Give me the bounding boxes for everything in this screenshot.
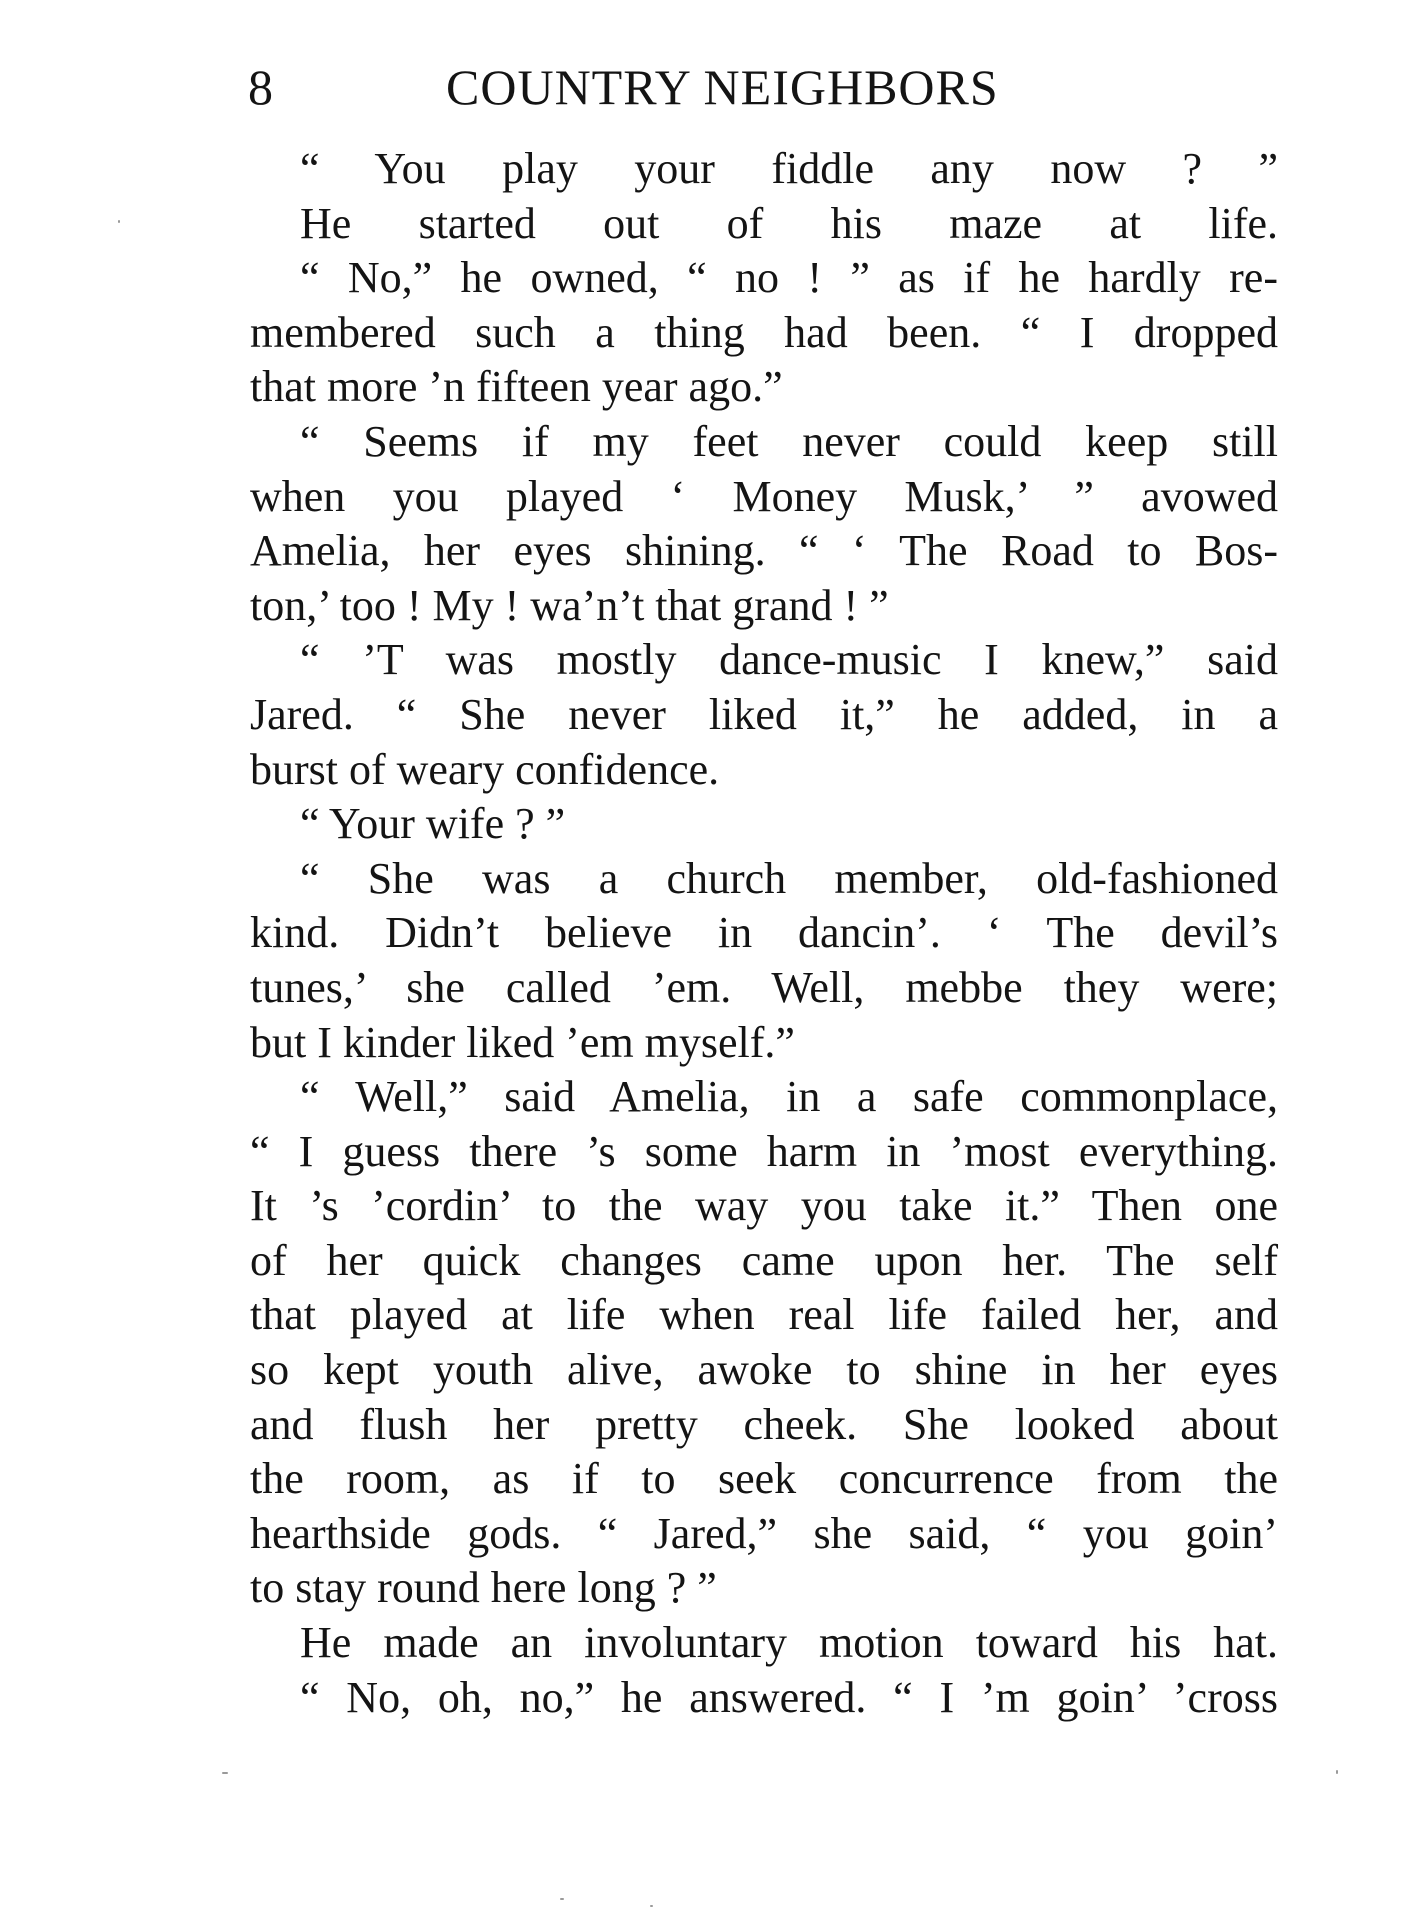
scan-speck bbox=[222, 1772, 228, 1774]
text-line: He started out of his maze at life. bbox=[300, 198, 1278, 248]
text-line: so kept youth alive, awoke to shine in her eyes bbox=[250, 1345, 1278, 1395]
text-line: Amelia, her eyes shining. “ ‘ The Road to Bos- bbox=[250, 526, 1278, 576]
text-line: and flush her pretty cheek. She looked about bbox=[250, 1399, 1278, 1449]
text-line: that more ’n fifteen year ago.” bbox=[250, 362, 783, 412]
text-line: “ Seems if my feet never could keep still bbox=[300, 416, 1278, 466]
scan-speck bbox=[560, 1898, 564, 1900]
text-line: membered such a thing had been. “ I dropped bbox=[250, 307, 1278, 357]
text-line: “ No, oh, no,” he answered. “ I ’m goin’ ’cross bbox=[300, 1672, 1278, 1722]
text-line: the room, as if to seek concurrence from the bbox=[250, 1454, 1278, 1504]
text-line: Jared. “ She never liked it,” he added, in a bbox=[250, 689, 1278, 739]
scan-speck bbox=[650, 1905, 653, 1907]
text-line: hearthside gods. “ Jared,” she said, “ you goin’ bbox=[250, 1508, 1278, 1558]
text-line: “ I guess there ’s some harm in ’most everything. bbox=[250, 1126, 1278, 1176]
text-line: It ’s ’cordin’ to the way you take it.” Then one bbox=[250, 1181, 1278, 1231]
text-line: “ Your wife ? ” bbox=[300, 799, 566, 849]
text-line: tunes,’ she called ’em. Well, mebbe they were; bbox=[250, 962, 1278, 1012]
text-line: “ You play your fiddle any now ? ” bbox=[300, 144, 1278, 193]
scan-speck bbox=[1336, 1770, 1338, 1774]
text-line: that played at life when real life failed her, and bbox=[250, 1290, 1278, 1340]
text-line: “ ’T was mostly dance-music I knew,” said bbox=[300, 635, 1278, 685]
text-line: of her quick changes came upon her. The self bbox=[250, 1235, 1278, 1285]
text-line: “ She was a church member, old-fashioned bbox=[300, 853, 1278, 903]
text-line: He made an involuntary motion toward his hat. bbox=[300, 1618, 1278, 1668]
text-line: but I kinder liked ’em myself.” bbox=[250, 1017, 795, 1067]
running-title: COUNTRY NEIGHBORS bbox=[446, 59, 999, 115]
text-line: to stay round here long ? ” bbox=[250, 1563, 717, 1613]
running-head bbox=[248, 52, 1278, 122]
text-line: when you played ‘ Money Musk,’ ” avowed bbox=[250, 471, 1278, 521]
page-number: 8 bbox=[248, 59, 274, 115]
text-line: “ Well,” said Amelia, in a safe commonplace, bbox=[300, 1072, 1278, 1122]
text-line: burst of weary confidence. bbox=[250, 744, 720, 794]
scan-speck bbox=[118, 220, 120, 223]
text-line: kind. Didn’t believe in dancin’. ‘ The devil’s bbox=[250, 908, 1278, 958]
body-text bbox=[250, 142, 1278, 1725]
text-line: ton,’ too ! My ! wa’n’t that grand ! ” bbox=[250, 580, 889, 630]
text-line: “ No,” he owned, “ no ! ” as if he hardly re- bbox=[300, 253, 1278, 303]
